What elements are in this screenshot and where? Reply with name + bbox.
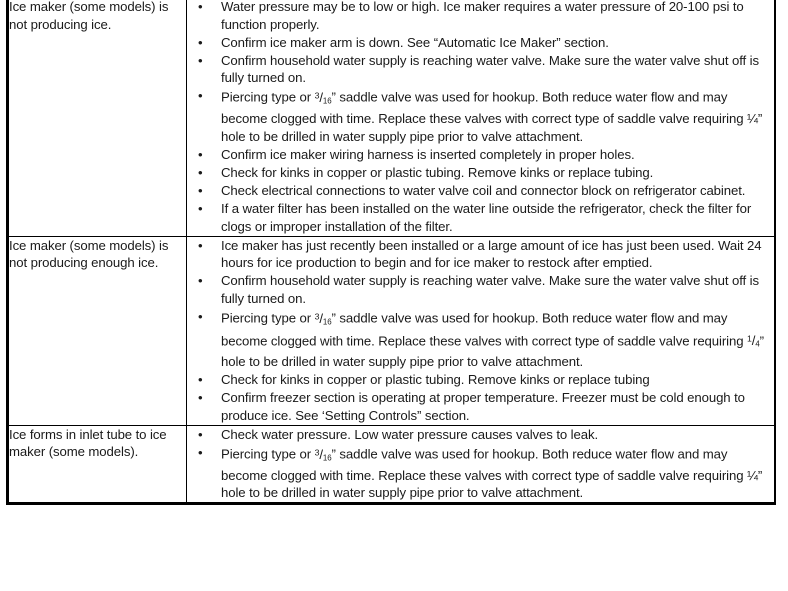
solution-item [187,34,774,52]
solution-text: ” saddle valve was used for hookup. Both reduce water flow and may become clogged with time. Replace these valves with correct type of saddle valve requiring [221,310,747,349]
solution-text: Piercing type or [221,310,315,326]
fraction-slash: / [319,310,323,326]
bullet-icon: • [198,390,203,406]
problem-cell [8,236,187,425]
fraction-denominator: 16 [322,316,332,326]
bullet-icon: • [198,182,203,198]
solution-text: Piercing type or [221,446,315,462]
table-body [8,0,776,504]
bullet-icon: • [198,34,203,50]
solution-cell [187,236,776,425]
problem-cell [8,0,187,236]
solution-item [187,237,774,272]
solution-text: Check for kinks in copper or plastic tubing. Remove kinks or replace tubing. [221,164,654,180]
solution-text: Check water pressure. Low water pressure causes valves to leak. [221,426,599,442]
solution-item [187,371,774,389]
bullet-icon: • [198,52,203,68]
solution-cell [187,425,776,503]
bullet-icon: • [198,426,203,442]
fraction-denominator: 4 [755,339,760,349]
solution-text: Check for kinks in copper or plastic tubing. Remove kinks or replace tubing [221,372,650,388]
solution-text: Piercing type or [221,90,315,106]
fraction [315,447,332,462]
fraction-slash: / [319,446,323,462]
bullet-icon: • [198,88,203,104]
bullet-icon: • [198,273,203,289]
solution-text: ” saddle valve was used for hookup. Both reduce water flow and may become clogged with time. Replace these valves with correct type of saddle valve requiring ¼” hole to be drilled in water supply pipe prior to valve attachment. [221,90,763,144]
solution-text: Confirm household water supply is reaching water valve. Make sure the water valve shut off is fully turned on. [221,273,760,306]
fraction-numerator: 3 [314,311,320,322]
bullet-icon: • [198,445,203,461]
bullet-icon: • [198,200,203,216]
problem-cell [8,425,187,503]
bullet-icon: • [198,0,203,14]
fraction [315,311,332,326]
solution-list [187,237,774,425]
solution-text: Ice maker has just recently been installed or a large amount of ice has just been used. Wait 24 hours for ice production to begin and for ice maker to restock after emptied. [221,237,762,271]
solution-item [187,0,774,33]
solution-text: Water pressure may be to low or high. Ice maker requires a water pressure of 20-100 psi to function properly. [221,0,744,32]
fraction-numerator: 3 [314,447,320,458]
table-row [8,0,776,236]
fraction [747,333,760,348]
solution-text: Confirm ice maker arm is down. See “Automatic Ice Maker” section. [221,34,609,50]
solution-item [187,164,774,182]
solution-item [187,182,774,200]
solution-text: ” hole to be drilled in water supply pipe prior to valve attachment. [221,333,764,370]
bullet-icon: • [198,309,203,325]
solution-item [187,444,774,502]
bullet-icon: • [198,146,203,162]
solution-item [187,200,774,235]
solution-item [187,389,774,424]
troubleshooting-table-wrapper [6,0,776,505]
solution-text: Confirm ice maker wiring harness is inserted completely in proper holes. [221,146,635,162]
problem-text: Ice forms in inlet tube to ice maker (some models). [9,426,167,460]
solution-cell [187,0,776,236]
troubleshooting-table [6,0,776,505]
solution-text: Confirm freezer section is operating at proper temperature. Freezer must be cold enough to produce ice. See ‘Setting Controls” section. [221,390,745,423]
solution-item [187,272,774,307]
solution-item [187,87,774,145]
fraction-slash: / [319,90,323,106]
fraction-denominator: 16 [322,96,332,106]
table-row [8,425,776,503]
solution-text: Confirm household water supply is reaching water valve. Make sure the water valve shut off is fully turned on. [221,52,760,86]
solution-text: If a water filter has been installed on the water line outside the refrigerator, check the filter for clogs or improper installation of the filter. [221,200,752,234]
solution-item [187,308,774,371]
solution-text: ” saddle valve was used for hookup. Both reduce water flow and may become clogged with time. Replace these valves with correct type of saddle valve requiring ¼” hole to be drilled in water supply pipe prior to valve attachment. [221,446,763,501]
table-row [8,236,776,425]
solution-text: Check electrical connections to water valve coil and connector block on refrigerator cabinet. [221,182,746,198]
solution-list [187,426,774,502]
fraction [315,90,332,105]
problem-text: Ice maker (some models) is not producing ice. [9,0,169,32]
fraction-numerator: 3 [314,90,320,101]
solution-item [187,426,774,444]
problem-text: Ice maker (some models) is not producing enough ice. [9,237,169,271]
solution-list [187,0,774,235]
fraction-slash: / [751,333,756,349]
solution-item [187,146,774,164]
fraction-numerator: 1 [747,333,752,344]
bullet-icon: • [198,237,203,253]
bullet-icon: • [198,372,203,388]
fraction-denominator: 16 [322,452,332,462]
bullet-icon: • [198,164,203,180]
solution-item [187,52,774,87]
